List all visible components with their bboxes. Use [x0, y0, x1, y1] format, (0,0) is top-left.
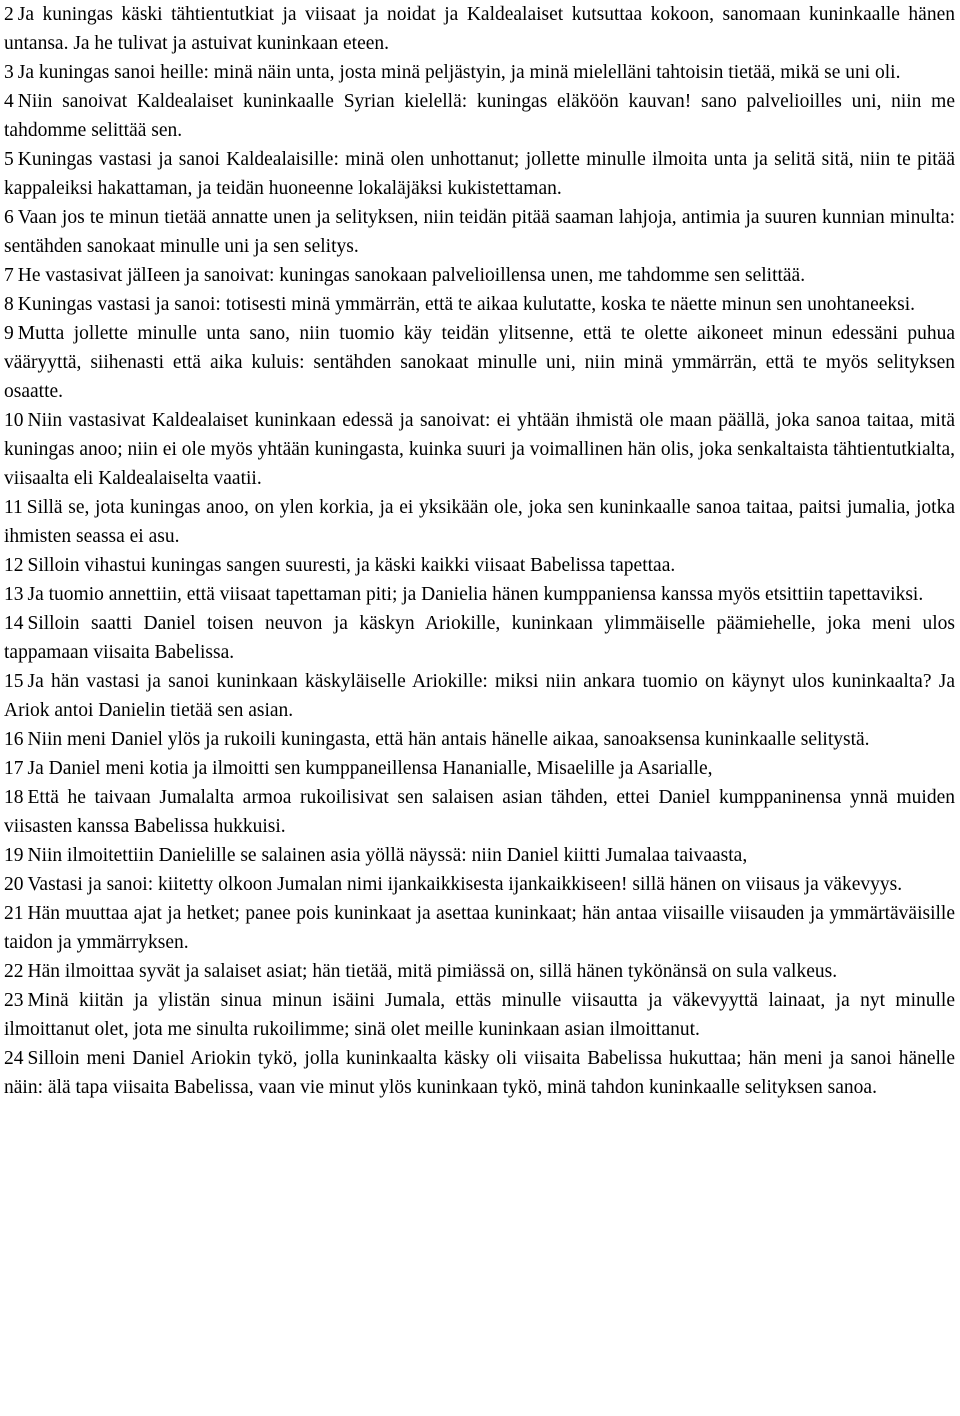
verse-text: Ja kuningas sanoi heille: minä näin unta, josta minä peljästyin, ja minä mielelläni tahtoisin tietää, mikä se uni oli.	[17, 62, 901, 83]
verse-number: 15	[4, 671, 24, 692]
verse-number: 6	[4, 207, 14, 228]
verse-text: Niin vastasivat Kaldealaiset kuninkaan edessä ja sanoivat: ei yhtään ihmistä ole maan päällä, joka sanoa taitaa, mitä kuningas anoo; niin ei ole myös yhtään kuningasta, kuinka suuri ja voimallinen hän olis, joka senkaltaista tähtientutkialta, viisaalta eli Kaldealaiselta vaatii.	[4, 410, 955, 489]
verse-25	[4, 1102, 955, 1131]
verse-text: Minä kiitän ja ylistän sinua minun isäini Jumala, ettäs minulle viisautta ja väkevyyttä lainaat, ja nyt minulle ilmoittanut olet, jota me sinulta rukoilimme; sinä olet meille kuninkaan asian ilmoittanut.	[4, 990, 955, 1040]
verse-number: 24	[4, 1048, 24, 1069]
verse-number: 4	[4, 91, 14, 112]
verse-number: 2	[4, 4, 14, 25]
verse-text: Hän muuttaa ajat ja hetket; panee pois kuninkaat ja asettaa kuninkaat; hän antaa viisaille viisauden ja ymmärtäväisille taidon ja ymmärryksen.	[4, 903, 955, 953]
verse-number: 12	[4, 555, 24, 576]
verse-number: 23	[4, 990, 24, 1011]
verse-number: 19	[4, 845, 24, 866]
verse-text: Kuningas vastasi ja sanoi Kaldealaisille: minä olen unhottanut; jollette minulle ilmoita unta ja selitä sitä, niin te pitää kappaleiksi hakattaman, ja teidän huoneenne lokaläjäksi kukistettaman.	[4, 149, 955, 199]
verse-4	[4, 87, 955, 145]
verse-number: 3	[4, 62, 14, 83]
verse-number: 8	[4, 294, 14, 315]
verse-number: 11	[4, 497, 23, 518]
verse-text: Vaan jos te minun tietää annatte unen ja selityksen, niin teidän pitää saaman lahjoja, antimia ja suuren kunnian minulta: sentähden sanokaat minulle uni ja sen selitys.	[4, 207, 955, 257]
verse-text: Kuningas vastasi ja sanoi: totisesti minä ymmärrän, että te aikaa kulutatte, koska te näette minun sen unohtaneeksi.	[17, 294, 916, 315]
verse-10	[4, 406, 955, 493]
verse-15	[4, 667, 955, 725]
verse-9	[4, 319, 955, 406]
verse-number: 7	[4, 265, 14, 286]
verse-text: Silloin vihastui kuningas sangen suuresti, ja käski kaikki viisaat Babelissa tapettaa.	[27, 555, 676, 576]
verse-number: 18	[4, 787, 24, 808]
verse-5	[4, 145, 955, 203]
verse-text: He vastasivat jälIeen ja sanoivat: kuningas sanokaan palvelioillensa unen, me tahdomme sen selittää.	[17, 265, 806, 286]
verse-17	[4, 754, 955, 783]
verse-text: Niin sanoivat Kaldealaiset kuninkaalle Syrian kielellä: kuningas eläköön kauvan! sano palvelioilles uni, niin me tahdomme selittää sen.	[4, 91, 955, 141]
verse-text: Hän ilmoittaa syvät ja salaiset asiat; hän tietää, mitä pimiässä on, sillä hänen tykönänsä on sula valkeus.	[27, 961, 838, 982]
verse-text: Niin meni Daniel ylös ja rukoili kuningasta, että hän antais hänelle aikaa, sanoaksensa kuninkaalle selitystä.	[27, 729, 870, 750]
verse-14	[4, 609, 955, 667]
verse-text: Vastasi ja sanoi: kiitetty olkoon Jumalan nimi ijankaikkisesta ijankaikkiseen! sillä hänen on viisaus ja väkevyys.	[27, 874, 903, 895]
verse-number: 21	[4, 903, 24, 924]
verse-number: 17	[4, 758, 24, 779]
verse-22	[4, 957, 955, 986]
verse-number: 5	[4, 149, 14, 170]
verse-8	[4, 290, 955, 319]
verse-text: Ja kuningas käski tähtientutkiat ja viisaat ja noidat ja Kaldealaiset kutsuttaa kokoon, sanomaan kuninkaalle hänen untansa. Ja he tulivat ja astuivat kuninkaan eteen.	[4, 4, 955, 54]
verse-11	[4, 493, 955, 551]
verse-text: Sillä se, jota kuningas anoo, on ylen korkia, ja ei yksikään ole, joka sen kuninkaalle sanoa taitaa, paitsi jumalia, jotka ihmisten seassa ei asu.	[4, 497, 955, 547]
verse-7	[4, 261, 955, 290]
verse-19	[4, 841, 955, 870]
verse-23	[4, 986, 955, 1044]
verse-text: Mutta jollette minulle unta sano, niin tuomio käy teidän ylitsenne, että te olette aikoneet minun edessäni puhua vääryyttä, siihenasti että aika kuluis: sentähden sanokaat minulle uni, niin minä ymmärrän, että te myös selityksen osaatte.	[4, 323, 955, 402]
verse-number: 22	[4, 961, 24, 982]
verse-12	[4, 551, 955, 580]
verse-number: 14	[4, 613, 24, 634]
verse-text: Niin ilmoitettiin Danielille se salainen asia yöllä näyssä: niin Daniel kiitti Jumalaa taivaasta,	[27, 845, 748, 866]
verse-21	[4, 899, 955, 957]
verse-16	[4, 725, 955, 754]
verse-text: Ja Daniel meni kotia ja ilmoitti sen kumppaneillensa Hananialle, Misaelille ja Asarialle,	[27, 758, 713, 779]
verse-3	[4, 58, 955, 87]
verse-24	[4, 1044, 955, 1102]
verse-2	[4, 0, 955, 58]
verse-number: 13	[4, 584, 24, 605]
verse-text: Ja hän vastasi ja sanoi kuninkaan käskyläiselle Ariokille: miksi niin ankara tuomio on käynyt ulos kuninkaalta? Ja Ariok antoi Danielin tietää sen asian.	[4, 671, 955, 721]
verse-text: Ja tuomio annettiin, että viisaat tapettaman piti; ja Danielia hänen kumppaniensa kanssa myös etsittiin tapettaviksi.	[27, 584, 924, 605]
verse-20	[4, 870, 955, 899]
verse-number: 16	[4, 729, 24, 750]
verse-text: Silloin saatti Daniel toisen neuvon ja käskyn Ariokille, kuninkaan ylimmäiselle päämiehelle, joka meni ulos tappamaan viisaita Babelissa.	[4, 613, 955, 663]
verse-number: 9	[4, 323, 14, 344]
verse-18	[4, 783, 955, 841]
verse-text: Silloin meni Daniel Ariokin tykö, jolla kuninkaalta käsky oli viisaita Babelissa hukuttaa; hän meni ja sanoi hänelle näin: älä tapa viisaita Babelissa, vaan vie minut ylös kuninkaan tykö, minä tahdon kuninkaalle selityksen sanoa.	[4, 1048, 955, 1098]
verse-text: Että he taivaan Jumalalta armoa rukoilisivat sen salaisen asian tähden, ettei Daniel kumppaninensa ynnä muiden viisasten kanssa Babelissa hukkuisi.	[4, 787, 955, 837]
document-page	[4, 0, 955, 1416]
verse-13	[4, 580, 955, 609]
verse-number: 10	[4, 410, 24, 431]
verse-number: 20	[4, 874, 24, 895]
verse-6	[4, 203, 955, 261]
